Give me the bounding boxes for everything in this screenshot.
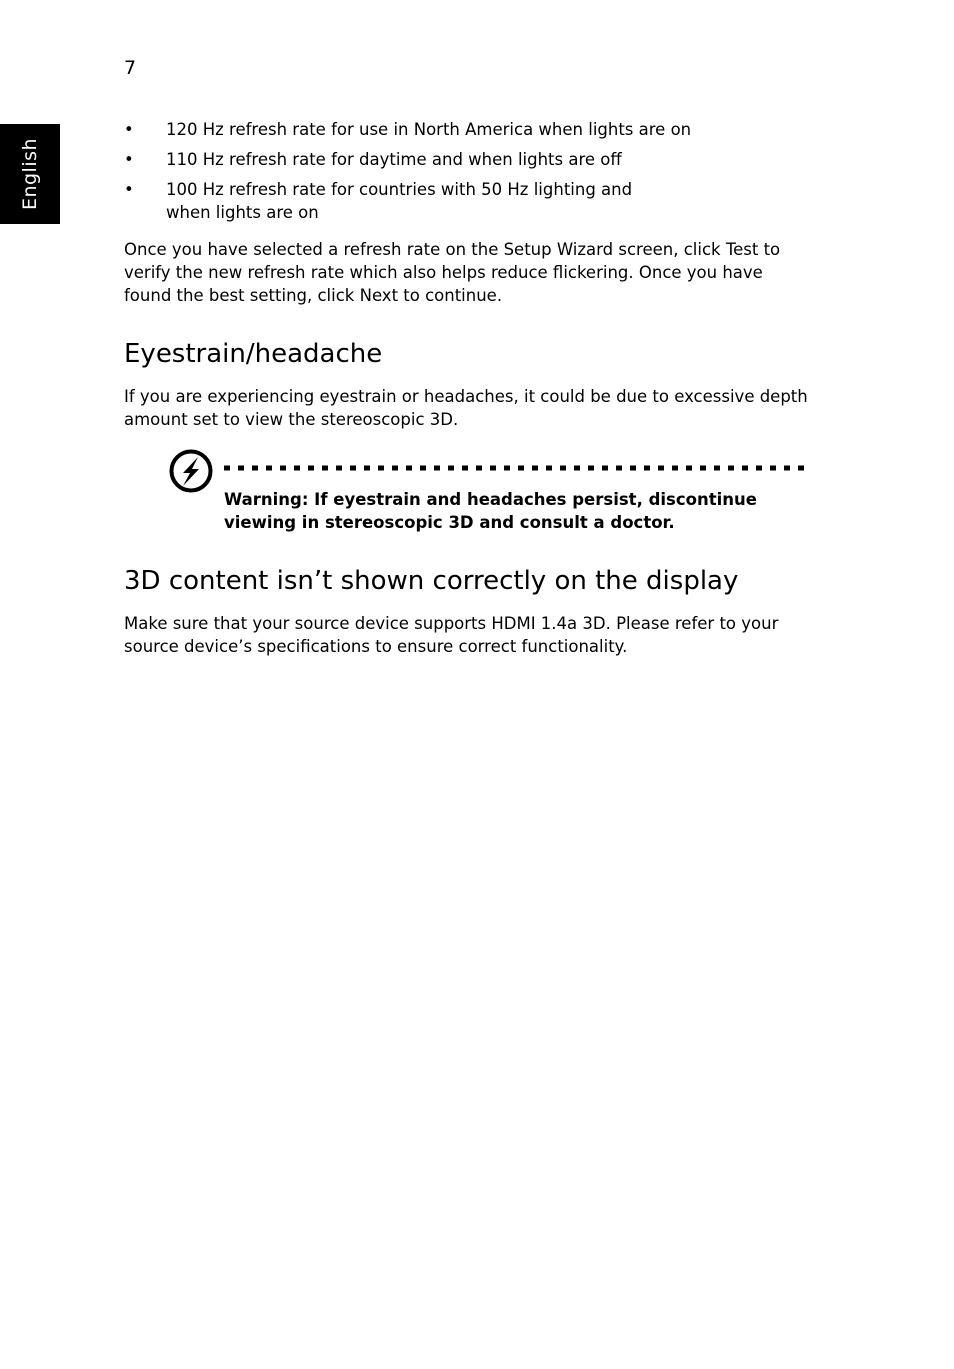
list-item — [124, 118, 814, 141]
list-item — [124, 178, 814, 224]
display-heading: 3D content isn’t shown correctly on the display — [124, 566, 739, 596]
eyestrain-paragraph: If you are experiencing eyestrain or headaches, it could be due to excessive depth amount set to view the stereoscopic 3D. — [124, 387, 808, 429]
warning-block — [168, 448, 818, 538]
list-item-text: 110 Hz refresh rate for daytime and when lights are off — [166, 150, 622, 169]
bullet-icon: • — [124, 180, 134, 199]
bullet-icon: • — [124, 120, 134, 139]
warning-text: Warning: If eyestrain and headaches persist, discontinue viewing in stereoscopic 3D and consult a doctor. — [224, 490, 757, 532]
refresh-rate-list — [124, 118, 814, 231]
eyestrain-heading: Eyestrain/headache — [124, 339, 383, 369]
list-item-text: 100 Hz refresh rate for countries with 50 Hz lighting and when lights are on — [166, 180, 633, 222]
warning-lightning-icon — [168, 448, 214, 494]
list-item — [124, 148, 814, 171]
language-tab-label: English — [19, 137, 41, 211]
bullet-icon: • — [124, 150, 134, 169]
page-number: 7 — [124, 57, 137, 79]
language-tab — [0, 124, 60, 224]
intro-paragraph: Once you have selected a refresh rate on the Setup Wizard screen, click Test to verify the new refresh rate which also helps reduce flickering. Once you have found the best setting, click Next to continue. — [124, 240, 781, 305]
list-item-text: 120 Hz refresh rate for use in North America when lights are on — [166, 120, 692, 139]
display-paragraph: Make sure that your source device supports HDMI 1.4a 3D. Please refer to your source device’s specifications to ensure correct functionality. — [124, 614, 779, 656]
warning-divider — [224, 465, 810, 471]
